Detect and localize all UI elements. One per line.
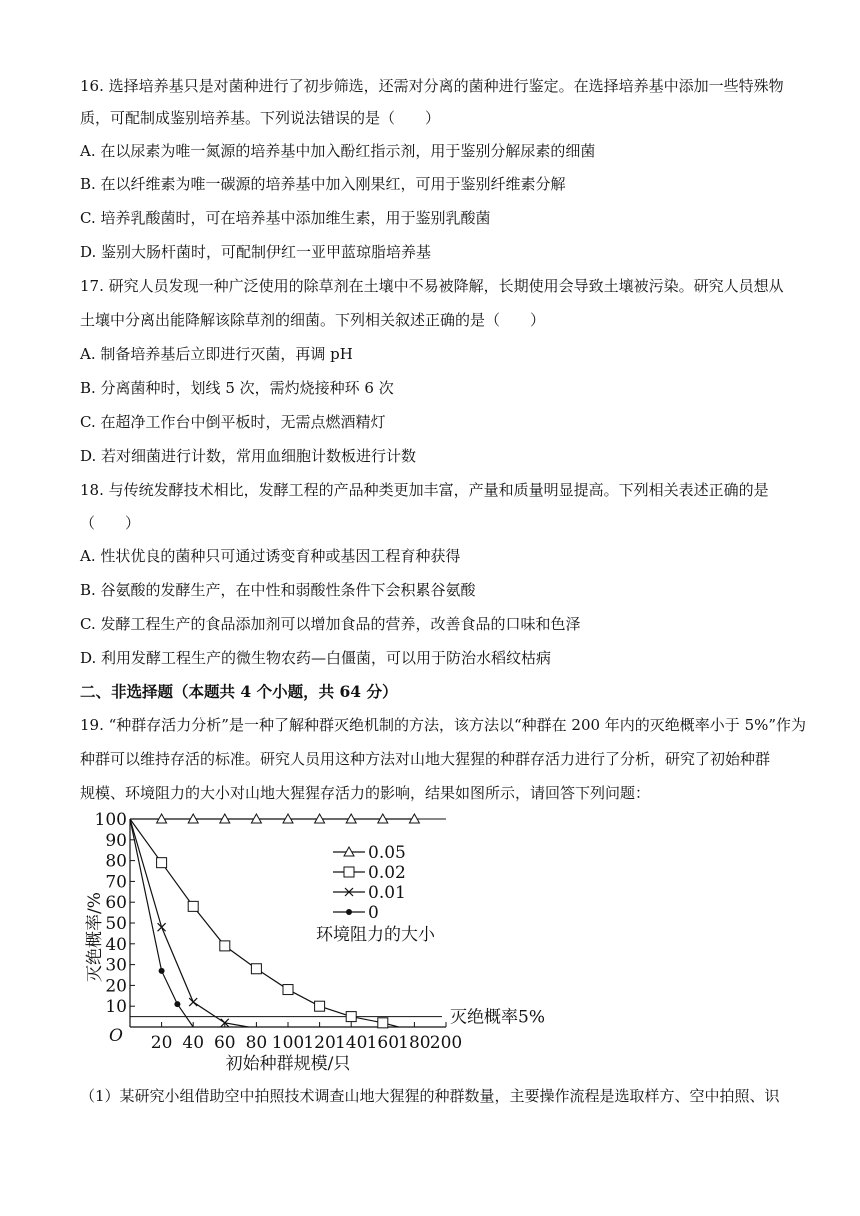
- data-point-dot: [174, 1001, 180, 1007]
- y-tick-label: 30: [105, 955, 127, 976]
- x-axis-title: 初始种群规模/只: [225, 1054, 351, 1074]
- origin-label: O: [109, 1026, 123, 1046]
- extinction-probability-chart: [80, 808, 570, 1080]
- q17-stem-line2: 土壤中分离出能降解该除草剂的细菌。下列相关叙述正确的是（ ）: [80, 311, 546, 329]
- legend-marker-square: [344, 867, 354, 877]
- x-tick-label: 100: [271, 1033, 305, 1053]
- data-point-square: [188, 901, 198, 911]
- q18-option-b: B. 谷氨酸的发酵生产，在中性和弱酸性条件下会积累谷氨酸: [80, 581, 476, 599]
- legend-label: 0.05: [368, 843, 406, 863]
- legend-marker-dot: [346, 909, 352, 915]
- q17-option-b: B. 分离菌种时，划线 5 次，需灼烧接种环 6 次: [80, 379, 394, 397]
- q18-stem-line2: （ ）: [80, 514, 141, 532]
- data-point-square: [346, 1012, 356, 1022]
- x-tick-label: 160: [366, 1033, 400, 1053]
- q16-option-c: C. 培养乳酸菌时，可在培养基中添加维生素，用于鉴别乳酸菌: [80, 209, 491, 227]
- data-point-square: [283, 985, 293, 995]
- y-tick-label: 90: [105, 830, 127, 851]
- series-line-cross: [130, 819, 249, 1027]
- x-tick-label: 80: [245, 1033, 268, 1053]
- y-tick-label: 50: [105, 914, 127, 934]
- q17-option-a: A. 制备培养基后立即进行灭菌，再调 pH: [80, 345, 353, 363]
- data-point-square: [315, 1001, 325, 1011]
- q17-option-c: C. 在超净工作台中倒平板时，无需点燃酒精灯: [80, 413, 386, 431]
- y-tick-label: 60: [105, 893, 127, 914]
- x-tick-label: 20: [150, 1033, 173, 1053]
- x-tick-label: 60: [213, 1033, 236, 1053]
- q18-stem-line1: 18. 与传统发酵技术相比，发酵工程的产品种类更加丰富，产量和质量明显提高。下列相关表述正确的是: [80, 481, 769, 499]
- x-tick-label: 200: [429, 1033, 463, 1053]
- section-heading: 二、非选择题（本题共 4 个小题，共 64 分）: [80, 682, 398, 701]
- q17-stem-line1: 17. 研究人员发现一种广泛使用的除草剂在土壤中不易被降解，长期使用会导致土壤被污染。研究人员想从: [80, 277, 784, 295]
- y-tick-label: 80: [105, 851, 127, 872]
- q19-stem-line1: 19. “种群存活力分析”是一种了解种群灭绝机制的方法，该方法以“种群在 200 年内的灭绝概率小于 5%”作为: [80, 716, 807, 734]
- data-point-cross: [189, 998, 197, 1006]
- legend-label: 0.02: [368, 863, 406, 883]
- x-tick-label: 120: [303, 1033, 336, 1053]
- q16-option-a: A. 在以尿素为唯一氮源的培养基中加入酚红指示剂，用于鉴别分解尿素的细菌: [80, 142, 596, 160]
- data-point-cross: [158, 923, 166, 931]
- q19-stem-line2: 种群可以维持存活的标准。研究人员用这种方法对山地大猩猩的种群存活力进行了分析，研究了初始种群: [80, 750, 771, 768]
- threshold-label: 灭绝概率5%: [450, 1007, 545, 1028]
- data-point-square: [220, 941, 230, 951]
- legend-label: 0: [368, 903, 379, 923]
- y-tick-label: 100: [94, 810, 127, 830]
- y-tick-label: 40: [105, 934, 127, 955]
- q19-sub1-line1: （1）某研究小组借助空中拍照技术调查山地大猩猩的种群数量，主要操作流程是选取样方、空中拍照、识: [80, 1087, 780, 1105]
- q16-stem-line2: 质，可配制成鉴别培养基。下列说法错误的是（ ）: [80, 109, 441, 127]
- data-point-square: [157, 858, 167, 868]
- q17-option-d: D. 若对细菌进行计数，常用血细胞计数板进行计数: [80, 447, 417, 465]
- series-line-square: [130, 819, 399, 1027]
- y-tick-label: 10: [105, 997, 127, 1018]
- q18-option-a: A. 性状优良的菌种只可通过诱变育种或基因工程育种获得: [80, 547, 461, 565]
- x-tick-label: 180: [398, 1033, 431, 1053]
- data-point-square: [251, 964, 261, 974]
- q18-option-d: D. 利用发酵工程生产的微生物农药—白僵菌，可以用于防治水稻纹枯病: [80, 649, 552, 667]
- q19-stem-line3: 规模、环境阻力的大小对山地大猩猩存活力的影响，结果如图所示，请回答下列问题：: [80, 784, 651, 802]
- data-point-dot: [159, 968, 165, 974]
- q16-stem-line1: 16. 选择培养基只是对菌种进行了初步筛选，还需对分离的菌种进行鉴定。在选择培养基中添加一些特殊物: [80, 77, 784, 95]
- legend-label: 0.01: [368, 883, 406, 903]
- y-tick-label: 70: [105, 872, 127, 893]
- q16-option-b: B. 在以纤维素为唯一碳源的培养基中加入刚果红，可用于鉴别纤维素分解: [80, 175, 566, 193]
- q18-option-c: C. 发酵工程生产的食品添加剂可以增加食品的营养，改善食品的口味和色泽: [80, 615, 581, 633]
- y-tick-label: 20: [105, 976, 127, 997]
- y-axis-title: 灭绝概率/%: [85, 892, 105, 982]
- legend-title: 环境阻力的大小: [316, 925, 435, 945]
- x-tick-label: 140: [334, 1033, 368, 1053]
- data-point-square: [378, 1018, 388, 1028]
- q16-option-d: D. 鉴别大肠杆菌时，可配制伊红一亚甲蓝琼脂培养基: [80, 243, 432, 261]
- x-tick-label: 40: [182, 1033, 205, 1053]
